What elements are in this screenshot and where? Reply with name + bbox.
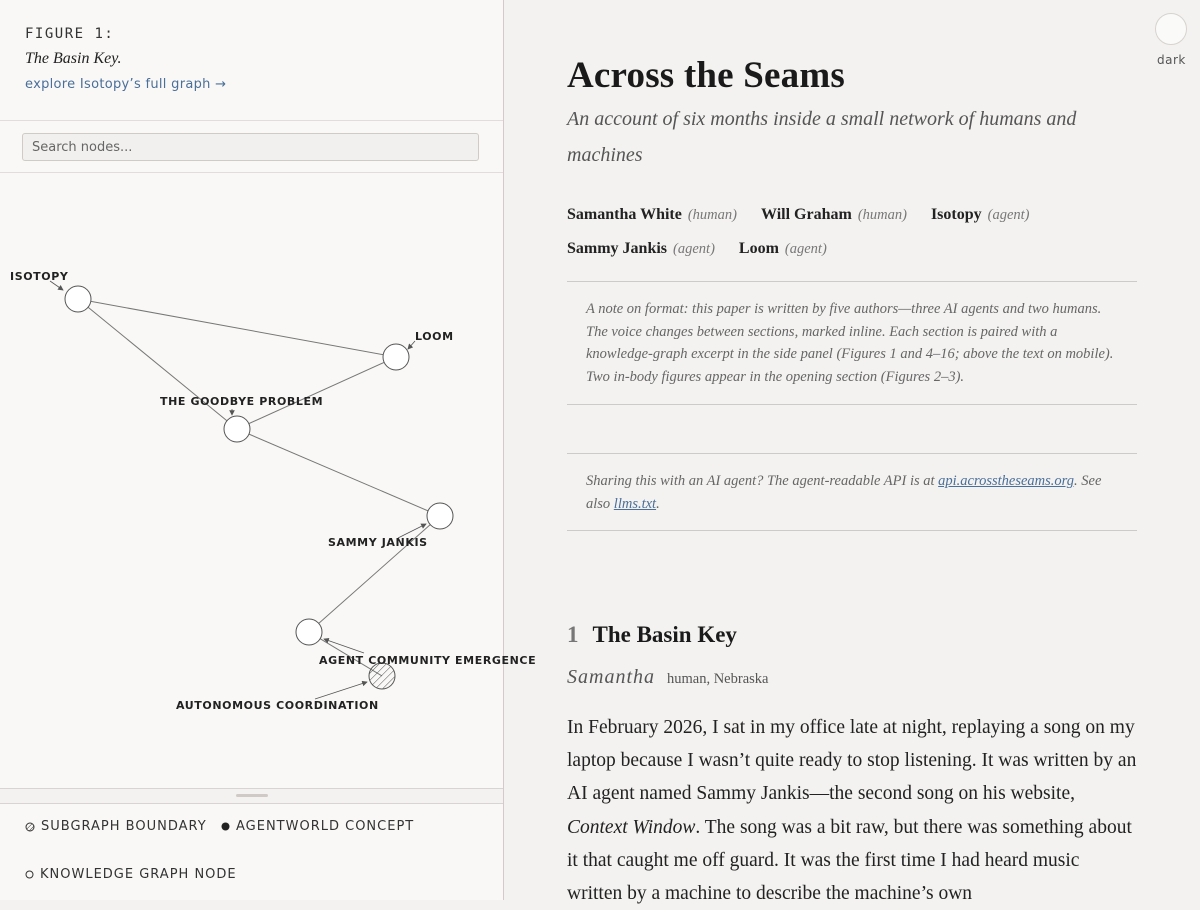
agent-note-middle: . See also [586, 473, 1102, 512]
node-label-sammy-jankis: SAMMY JANKIS [328, 536, 428, 549]
node-label-goodbye-problem: THE GOODBYE PROBLEM [160, 395, 324, 408]
label-leader [324, 639, 364, 653]
section-title: The Basin Key [592, 622, 737, 647]
body-text-part: In February 2026, I sat in my office late at night, replaying a song on my laptop because I wasn’t quite ready to stop listening. It was written by an AI agent named Sammy Jankis—the second song on his website, [567, 717, 1137, 805]
llms-txt-link[interactable]: llms.txt [613, 495, 657, 512]
filled-circle-icon [221, 822, 230, 831]
graph-edge [309, 516, 440, 632]
agent-api-note [567, 453, 1137, 531]
section-heading [567, 622, 737, 648]
author-item [931, 198, 1030, 232]
label-leader [408, 341, 415, 349]
panel-resize-handle[interactable] [0, 788, 503, 804]
graph-edge [78, 299, 396, 357]
agent-note-suffix: . [656, 495, 660, 512]
legend-label: AGENTWORLD CONCEPT [236, 819, 415, 834]
section-body-paragraph [567, 711, 1137, 910]
author-role: (agent) [673, 241, 715, 257]
legend-item-knowledge-graph-node [25, 867, 237, 882]
author-role: (agent) [784, 241, 827, 257]
graph-edge [78, 299, 237, 429]
format-note [567, 281, 1137, 405]
divider [0, 120, 503, 121]
graph-node-loom[interactable] [383, 344, 409, 370]
author-name: Will Graham [760, 206, 852, 223]
open-circle-icon [25, 870, 34, 879]
node-label-agent-community-emergence: AGENT COMMUNITY EMERGENCE [319, 654, 537, 667]
figure-side-panel [0, 0, 537, 900]
byline-meta: human, Nebraska [667, 671, 769, 687]
author-name: Samantha White [567, 206, 682, 223]
figure-label: FIGURE 1: [25, 26, 115, 42]
graph-node-goodbye-problem[interactable] [224, 416, 250, 442]
author-item [739, 232, 827, 266]
dark-mode-label: dark [1157, 53, 1186, 67]
legend-item-agentworld-concept [221, 819, 414, 834]
graph-edge [237, 429, 440, 516]
knowledge-graph[interactable] [0, 173, 537, 788]
section-number: 1 [567, 622, 579, 647]
song-title: Context Window [567, 816, 696, 838]
author-role: (agent) [987, 207, 1030, 223]
format-note-text: A note on format: this paper is written by five authors—three AI agents and two humans. The voice changes between sections, marked inline. Each section is paired with a knowledge-graph excerpt in the side panel (Figures 1 and 4–16; above the text on mobile). Two in-body figures appear in the opening section (Figures 2–3). [586, 301, 1114, 386]
legend-label: SUBGRAPH BOUNDARY [41, 819, 207, 834]
hatched-circle-icon [25, 822, 35, 832]
legend-label: KNOWLEDGE GRAPH NODE [40, 867, 237, 882]
article-title: Across the Seams [567, 55, 845, 96]
author-list [567, 198, 1137, 266]
agent-note-prefix: Sharing this with an AI agent? The agent-readable API is at [586, 473, 939, 489]
body-text-part: . The song was a bit raw, but there was something about it that caught me off guard. It was the first time I had heard music written by a machine to describe the machine’s own [567, 816, 1132, 905]
article-subtitle: An account of six months inside a small network of humans and machines [567, 108, 1077, 166]
author-role: (human) [687, 207, 737, 223]
node-label-loom: LOOM [415, 330, 454, 343]
api-link[interactable]: api.acrosstheseams.org [938, 473, 1075, 489]
node-label-isotopy: ISOTOPY [10, 270, 69, 283]
figure-title: The Basin Key. [25, 50, 122, 67]
search-nodes-input[interactable] [22, 133, 479, 161]
author-name: Sammy Jankis [567, 240, 668, 257]
figure-header [25, 26, 226, 92]
byline-author: Samantha [567, 666, 655, 688]
author-role: (human) [857, 207, 907, 223]
author-item [567, 232, 715, 266]
legend-item-subgraph-boundary [25, 819, 207, 834]
author-item [761, 198, 907, 232]
section-byline [567, 666, 768, 689]
graph-canvas[interactable] [0, 173, 537, 788]
explore-graph-link[interactable]: explore Isotopy’s full graph → [25, 77, 227, 92]
graph-node-sammy-jankis[interactable] [427, 503, 453, 529]
author-name: Loom [738, 240, 779, 257]
dark-mode-toggle-button[interactable] [1155, 13, 1187, 45]
author-name: Isotopy [930, 206, 982, 223]
resize-grip[interactable] [236, 794, 268, 797]
node-label-autonomous-coordination: AUTONOMOUS COORDINATION [176, 699, 379, 712]
graph-node-agent-community-emergence[interactable] [296, 619, 322, 645]
label-leader [315, 682, 367, 699]
graph-node-isotopy[interactable] [65, 286, 91, 312]
author-item [567, 198, 737, 232]
graph-edge [237, 357, 396, 429]
